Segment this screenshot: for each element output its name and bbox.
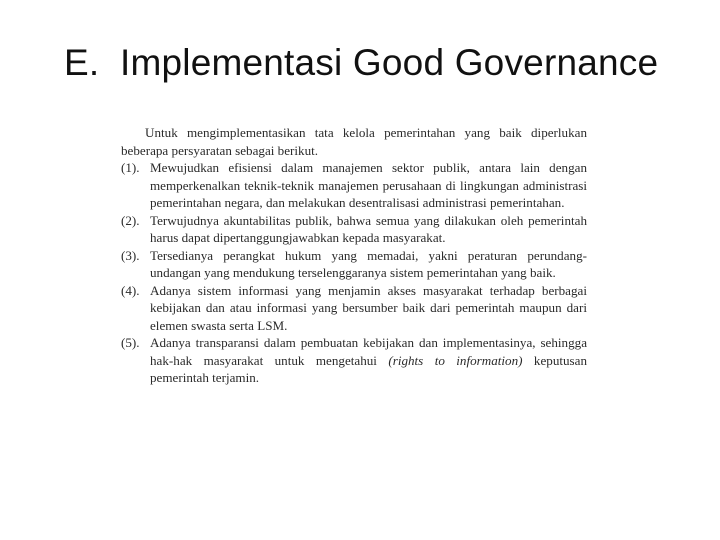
list-item-text: Adanya transparansi dalam pembuatan kebijakan dan implementasinya, sehingga hak-hak masyarakat untuk mengetahui <box>150 335 587 368</box>
section-letter: E. <box>64 42 100 83</box>
intro-paragraph: Untuk mengimplementasikan tata kelola pemerintahan yang baik diperlukan beberapa persyaratan sebagai berikut. <box>121 125 587 158</box>
list-item-text: Mewujudkan efisiensi dalam manajemen sektor publik, antara lain dengan memperkenalkan teknik-teknik manajemen perusahaan di lingkungan administrasi pemerintahan negara, dan melakukan desentralisasi administrasi pemerintahan. <box>150 160 587 210</box>
slide-title <box>64 42 658 84</box>
title-text: Implementasi Good Governance <box>120 42 659 83</box>
scanned-text-block <box>121 124 587 387</box>
list-number: (5). <box>121 335 140 350</box>
list-number: (4). <box>121 282 140 298</box>
list-number: (3). <box>121 247 140 263</box>
list-item <box>121 282 587 335</box>
list-item <box>121 247 587 282</box>
list-item-text: Adanya sistem informasi yang menjamin akses masyarakat terhadap berbagai kebijakan dan atau informasi yang bersumber baik dari pemerintah maupun dari elemen swasta serta LSM. <box>150 282 587 333</box>
list-item <box>121 159 587 212</box>
list-number: (1). <box>121 160 140 175</box>
list-number: (2). <box>121 212 140 228</box>
list-item <box>121 212 587 247</box>
list-item <box>121 334 587 387</box>
list-item-text-end: keputusan pemerintah terjamin. <box>150 352 588 385</box>
list-item-italic: (rights to information) <box>388 352 523 368</box>
list-item-text: Terwujudnya akuntabilitas publik, bahwa semua yang dilakukan oleh pemerintah harus dapat dipertanggungjawabkan kepada masyarakat. <box>150 212 587 245</box>
list-item-text: Tersedianya perangkat hukum yang memadai, yakni peraturan perundang-undangan yang mendukung terselenggaranya sistem pemerintahan yang baik. <box>150 247 587 280</box>
